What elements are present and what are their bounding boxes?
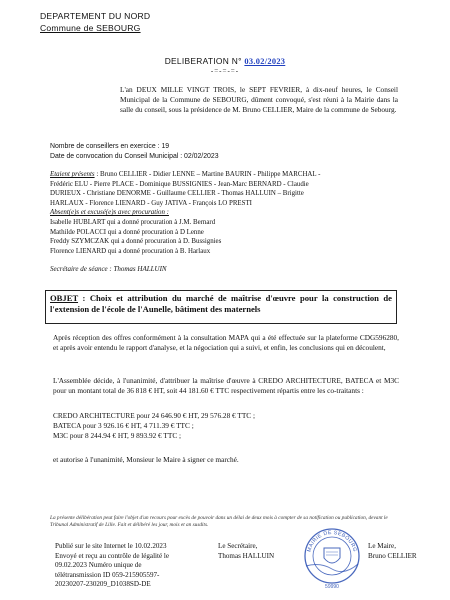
convocation-date: Date de convocation du Conseil Municipal : 02/02/2023 [50,153,219,160]
secretaire-seance: Secrétaire de séance : Thomas HALLUIN [50,265,167,273]
commune-name: Commune de SEBOURG [40,23,141,33]
objet-keyword: OBJET [50,293,79,303]
conseillers-count: Nombre de conseillers en exercice : 19 [50,143,170,150]
deliberation-label: DELIBERATION N° [164,56,242,66]
presents-line: HARLAUX - Florence LIENARD - Guy JATIVA - François LO PRESTI [50,199,252,207]
allocation-list [53,411,399,441]
presents-label: Etaient présents [50,171,95,178]
procuration-line: Florence LIENARD qui a donné procuration à B. Harlaux [50,247,211,255]
body-paragraph-2: L'Assemblée décide, à l'unanimité, d'attribuer la maîtrise d'œuvre à CREDO ARCHITECTURE, BATECA et M3C pour un montant total de 36 818 € HT, soit 44 181.60 € TTC respectivement répartis entre les co-traitants : [53,376,399,395]
mairie-seal-stamp [300,522,364,592]
objet-text: : Choix et attribution du marché de maîtrise d'œuvre pour la construction de l'extension de l'école de l'Aunelle, bâtiment des maternels [50,293,392,314]
procuration-line: Freddy SZYMCZAK qui a donné procuration à D. Bussignies [50,238,222,246]
council-stats [50,142,219,162]
attendance-block [50,170,402,256]
publication-line: Publié sur le site Internet le 10.02.2023 [55,542,167,550]
department-header [40,10,150,34]
secretaire-name: Thomas HALLUIN [218,551,275,560]
presents-line: DURIEUX - Christiane DENORME - Guillaume CELLIER - Thomas HALLUIN – Brigitte [50,190,304,198]
publication-line: 20230207-230209_D1038SD-DE [55,580,151,589]
department-name: DEPARTEMENT DU NORD [40,11,151,21]
secretaire-title: Le Secrétaire, [218,542,258,550]
deliberation-separator: -=-=-=- [210,67,240,75]
absents-label: Absent(e)s et excusé(e)s avec procuration : [50,209,169,217]
intro-paragraph: L'an DEUX MILLE VINGT TROIS, le SEPT FEVRIER, à dix-neuf heures, le Conseil Municipal de la Commune de SEBOURG, dûment convoqué, s'est réuni à la Mairie dans la salle du conseil, sous la présidence de M. Bruno CELLIER, Maire de la commune de Sebourg. [120,85,398,114]
seal-text: MAIRIE DE SEBOURG [306,529,358,553]
allocation-line: CREDO ARCHITECTURE pour 24 646.90 € HT, 29 576.28 € TTC ; [53,411,256,420]
presents-line: Frédéric ELU - Pierre PLACE - Dominique BUSSIGNIES - Jean-Marc BERNARD - Claudie [50,180,309,188]
seal-code: 59990 [325,584,339,590]
maire-name: Bruno CELLIER [368,551,417,560]
maire-title: Le Maire, [368,542,396,550]
allocation-line: M3C pour 8 244.94 € HT, 9 893.92 € TTC ; [53,431,182,440]
body-paragraph-3: et autorise à l'unanimité, Monsieur le Maire à signer ce marché. [53,455,239,464]
presents-line: : Bruno CELLIER - Didier LENNE – Martine BAURIN - Philippe MARCHAL - [94,171,321,178]
publication-line: 09.02.2023 Numéro unique de [55,561,142,570]
publication-line: télétransmission ID 059-215905597- [55,570,160,579]
objet-box [45,290,397,324]
maire-signature [368,542,417,561]
deliberation-number: 03.02/2023 [244,57,286,66]
secretaire-signature [218,542,274,561]
legal-note: La présente délibération peut faire l'objet d'un recours pour excès de pouvoir dans un délai de deux mois à compter de sa notification ou publication, devant le Tribunal Administratif de Lille. Fait et délibéré les jour, mois et an susdits. [50,515,388,528]
publication-line: Envoyé et reçu au contrôle de légalité le [55,551,170,560]
procuration-line: Mathilde POLACCI qui a donné procuration à D Lenne [50,228,204,236]
procuration-line: Isabelle HUBLART qui a donné procuration à J.M. Bernard [50,218,216,226]
body-paragraph-1: Après réception des offres conformément à la consultation MAPA qui a été effectuée sur la plateforme CDG596280, et après avoir entendu le rapport d'analyse, et la négociation qui a suivi, et enfin, les conclusions qui en découlent, [53,333,399,352]
deliberation-title [0,56,450,66]
allocation-line: BATECA pour 3 926.16 € HT, 4 711.39 € TTC ; [53,421,194,430]
publication-info [55,542,215,590]
